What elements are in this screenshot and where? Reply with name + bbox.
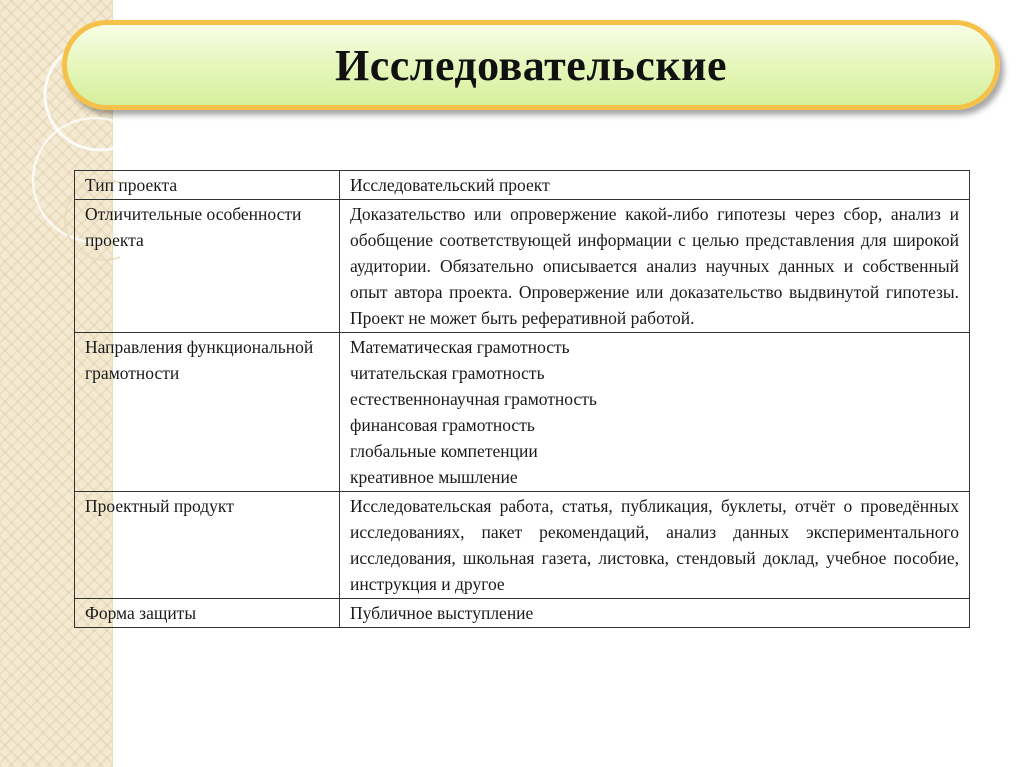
table-row — [75, 599, 970, 628]
slide-title: Исследовательские — [334, 40, 728, 90]
project-table — [74, 170, 970, 628]
row-label: Направления функциональной грамотности — [75, 333, 340, 492]
list-item: глобальные компетенции — [350, 441, 538, 461]
list-item: Математическая грамотность — [350, 337, 570, 357]
table-row — [75, 333, 970, 492]
row-label: Проектный продукт — [75, 492, 340, 599]
row-content — [340, 333, 970, 492]
table-row — [75, 171, 970, 200]
title-banner — [62, 20, 1000, 110]
list-item: естественнонаучная грамотность — [350, 389, 597, 409]
row-content-text: Исследовательская работа, статья, публикация, буклеты, отчёт о проведённых исследованиях, пакет рекомендаций, анализ данных экспериментального исследования, школьная газета, листовка, стендовый доклад, учебное пособие, инструкция и другое — [350, 496, 959, 594]
row-label: Форма защиты — [75, 599, 340, 628]
row-content-text: Публичное выступление — [350, 603, 534, 623]
list-item: креативное мышление — [350, 467, 518, 487]
row-content — [340, 492, 970, 599]
row-content — [340, 171, 970, 200]
list-item: читательская грамотность — [350, 363, 545, 383]
row-label: Тип проекта — [75, 171, 340, 200]
row-content — [340, 200, 970, 333]
row-content-text: Доказательство или опровержение какой-либо гипотезы через сбор, анализ и обобщение соответствующей информации с целью представления для широкой аудитории. Обязательно описывается анализ научных данных и собственный опыт автора проекта. Опровержение или доказательство выдвинутой гипотезы. Проект не может быть реферативной работой. — [350, 204, 959, 328]
table-row — [75, 492, 970, 599]
table-row — [75, 200, 970, 333]
project-table-container — [74, 170, 970, 670]
list-item: финансовая грамотность — [350, 415, 535, 435]
row-content-text: Исследовательский проект — [350, 175, 550, 195]
row-label: Отличительные особенности проекта — [75, 200, 340, 333]
row-content — [340, 599, 970, 628]
